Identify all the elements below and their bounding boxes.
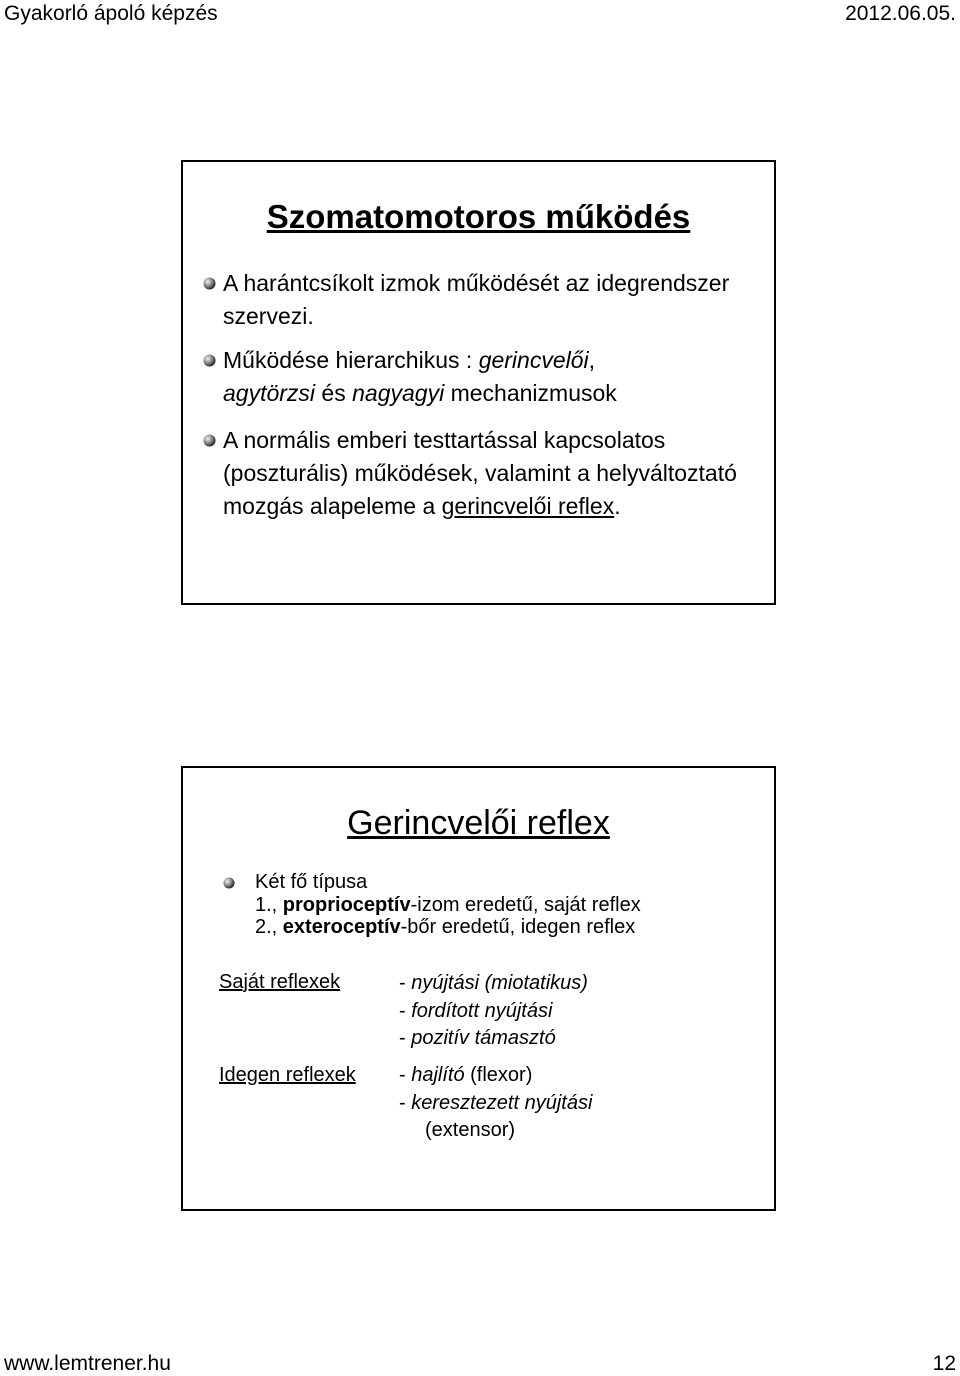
bullet2-agytorzsi: agytörzsi xyxy=(223,380,316,406)
types-heading: Két fő típusa xyxy=(255,871,368,893)
bullet2-nagyagyi: nagyagyi xyxy=(352,380,445,406)
type1-rest: -izom eredetű, saját reflex xyxy=(410,893,641,916)
item-dash: - xyxy=(399,1064,412,1086)
bullet2-text: Működése hierarchikus : xyxy=(223,347,479,373)
footer-website: www.lemtrener.hu xyxy=(4,1352,171,1375)
item-text: nyújtási (miotatikus) xyxy=(411,972,588,994)
item-italic: hajlító xyxy=(411,1064,465,1086)
list-item xyxy=(399,970,588,998)
own-reflexes-list xyxy=(399,970,588,1053)
item-dash: - xyxy=(399,999,412,1022)
type2-prefix: 2., xyxy=(255,916,283,938)
own-reflexes-label: Saját reflexek xyxy=(219,971,341,993)
slide2-title: Gerincvelői reflex xyxy=(347,804,610,842)
reflex-types xyxy=(255,871,641,939)
bullet-harantcsikolt xyxy=(223,267,763,333)
type1-prefix: 1., xyxy=(255,893,283,916)
slide-gerincveloi-reflex xyxy=(181,766,776,1211)
sphere-bullet-icon xyxy=(203,277,216,290)
header-course-title: Gyakorló ápoló képzés xyxy=(4,2,218,25)
type2-rest: -bőr eredetű, idegen reflex xyxy=(400,916,636,938)
sphere-bullet-icon xyxy=(203,434,216,447)
list-item xyxy=(399,1090,592,1118)
item-rest: (flexor) xyxy=(464,1064,533,1086)
header-date: 2012.06.05. xyxy=(845,2,956,25)
foreign-reflexes-label: Idegen reflexek xyxy=(219,1064,356,1086)
type2-bold: exteroceptív xyxy=(282,916,401,938)
list-item xyxy=(399,1025,588,1053)
bullet-testtartas xyxy=(223,424,763,523)
item-dash: - xyxy=(399,1091,412,1114)
bullet3-end: . xyxy=(614,493,621,519)
bullet3-link-gerincveloi-reflex: gerincvelői reflex xyxy=(441,493,615,519)
bullet3-text: A normális emberi testtartással kapcsolatos (poszturális) működések, valamint a helyváltoztató mozgás alapeleme a xyxy=(223,427,737,519)
sphere-bullet-icon xyxy=(223,877,235,889)
list-item-continuation: (extensor) xyxy=(425,1119,516,1141)
bullet2-gerincveloi: gerincvelői xyxy=(478,347,589,373)
item-italic: keresztezett nyújtási xyxy=(411,1091,593,1114)
bullet-hierarchikus xyxy=(223,344,763,410)
list-item xyxy=(399,1062,592,1090)
slide1-title: Szomatomotoros működés xyxy=(266,198,691,235)
list-item xyxy=(399,998,588,1026)
bullet2-comma: , xyxy=(588,347,596,373)
sphere-bullet-icon xyxy=(203,354,216,367)
slide-szomatomotoros xyxy=(181,160,776,605)
bullet2-mechanizmusok: mechanizmusok xyxy=(444,380,617,406)
type1-bold: proprioceptív xyxy=(282,893,411,916)
type-proprioceptiv xyxy=(255,894,641,917)
bullet1-text: A harántcsíkolt izmok működését az idegrendszer szervezi. xyxy=(223,270,730,329)
item-dash: - xyxy=(399,1027,412,1049)
item-dash: - xyxy=(399,972,412,994)
item-text: pozitív támasztó xyxy=(411,1027,556,1049)
item-text: fordított nyújtási xyxy=(411,999,553,1022)
type-exteroceptiv xyxy=(255,916,641,939)
bullet2-es: és xyxy=(315,380,353,406)
foreign-reflexes-list xyxy=(399,1062,592,1145)
footer-page-number: 12 xyxy=(932,1352,956,1375)
